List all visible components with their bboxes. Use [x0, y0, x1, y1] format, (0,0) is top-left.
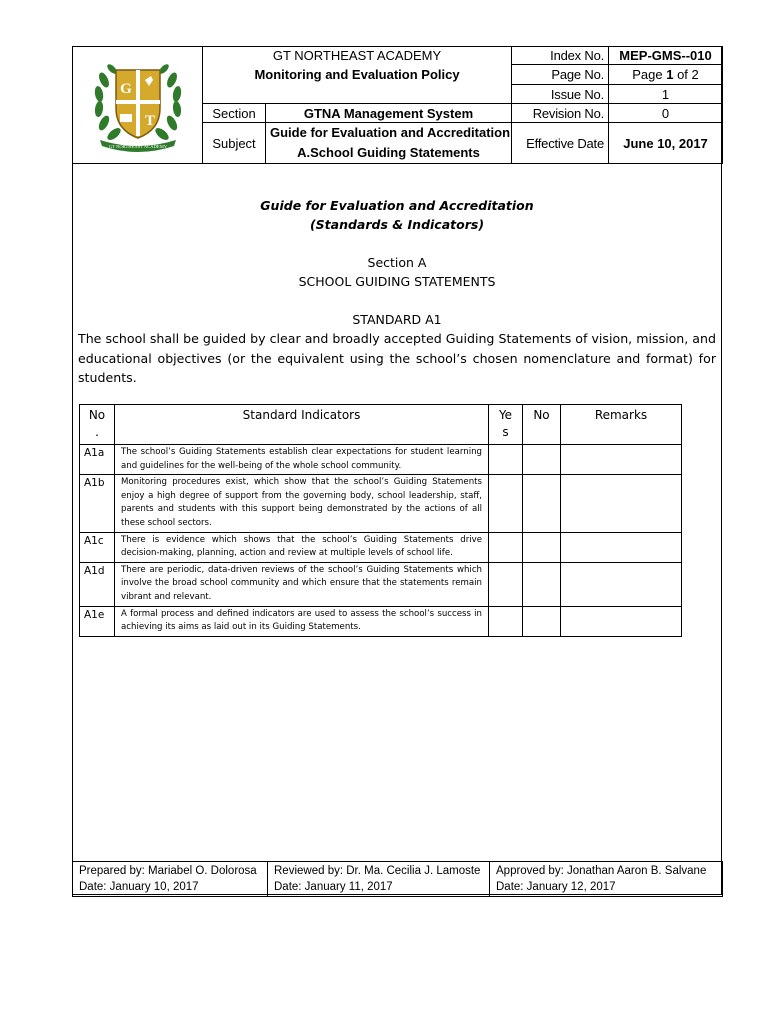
- header-remarks: Remarks: [561, 405, 682, 445]
- row-code: A1b: [80, 475, 115, 532]
- table-row: [80, 562, 682, 606]
- yes-cell[interactable]: [489, 606, 523, 636]
- yes-cell[interactable]: [489, 475, 523, 532]
- section-line-2: SCHOOL GUIDING STATEMENTS: [298, 274, 496, 289]
- row-indicator: There is evidence which shows that the school’s Guiding Statements drive decision-making, planning, action and review at multiple levels of school life.: [115, 532, 489, 562]
- row-code: A1d: [80, 562, 115, 606]
- section-label: Section: [203, 104, 266, 123]
- row-indicator: The school’s Guiding Statements establish clear expectations for student learning and guidelines for the well-being of the whole school community.: [115, 445, 489, 475]
- prepared-by: Prepared by: Mariabel O. Dolorosa: [79, 865, 257, 877]
- index-label: Index No.: [512, 47, 609, 65]
- row-code: A1a: [80, 445, 115, 475]
- revision-value: 0: [609, 104, 723, 123]
- row-indicator: Monitoring procedures exist, which show that the school’s Guiding Statements enjoy a high degree of support from the governing body, school leadership, staff, parents and students with this support being demonstrated by the actions of all these school sectors.: [115, 475, 489, 532]
- row-indicator: There are periodic, data-driven reviews of the school’s Guiding Statements which involve the broad school community and which ensure that the statements remain vibrant and relevant.: [115, 562, 489, 606]
- school-logo: [90, 56, 186, 152]
- yes-cell[interactable]: [489, 532, 523, 562]
- guide-title: [78, 196, 716, 234]
- guide-title-line-1: Guide for Evaluation and Accreditation: [260, 198, 534, 213]
- policy-title: Monitoring and Evaluation Policy: [203, 65, 512, 104]
- subject-line-1: Guide for Evaluation and Accreditation: [270, 125, 511, 140]
- no-cell[interactable]: [523, 475, 561, 532]
- approval-footer: [72, 861, 723, 897]
- page-current: 1: [666, 67, 674, 82]
- index-value: MEP-GMS--010: [609, 47, 723, 65]
- table-row: [80, 606, 682, 636]
- section-line-1: Section A: [367, 255, 427, 270]
- prepared-by-cell: [73, 862, 268, 897]
- subject-label: Subject: [203, 123, 266, 164]
- remarks-cell[interactable]: [561, 475, 682, 532]
- header-no: No .: [80, 405, 115, 445]
- table-row: [80, 475, 682, 532]
- logo-letter-t: T: [144, 112, 155, 129]
- remarks-cell[interactable]: [561, 562, 682, 606]
- standard-text: The school shall be guided by clear and broadly accepted Guiding Statements of vision, mission, and educational objectives (or the equivalent using the school’s chosen nomenclature and format) for students.: [78, 331, 716, 385]
- table-row: [80, 445, 682, 475]
- page-prefix: Page: [632, 67, 667, 82]
- section-value: GTNA Management System: [266, 104, 512, 123]
- issue-label: Issue No.: [512, 85, 609, 104]
- remarks-cell[interactable]: [561, 606, 682, 636]
- row-code: A1e: [80, 606, 115, 636]
- approved-date: Date: January 12, 2017: [496, 881, 616, 893]
- school-name: GT NORTHEAST ACADEMY: [203, 47, 512, 65]
- no-cell[interactable]: [523, 445, 561, 475]
- remarks-cell[interactable]: [561, 445, 682, 475]
- page-suffix: of 2: [673, 67, 699, 82]
- page-label: Page No.: [512, 65, 609, 85]
- remarks-cell[interactable]: [561, 532, 682, 562]
- row-code: A1c: [80, 532, 115, 562]
- indicators-header-row: [80, 405, 682, 445]
- no-cell[interactable]: [523, 532, 561, 562]
- reviewed-by: Reviewed by: Dr. Ma. Cecilia J. Lamoste: [274, 865, 481, 877]
- page-value: [609, 65, 723, 85]
- reviewed-date: Date: January 11, 2017: [274, 881, 393, 893]
- document-body: [78, 196, 716, 388]
- yes-cell[interactable]: [489, 562, 523, 606]
- section-heading: [78, 253, 716, 291]
- revision-label: Revision No.: [512, 104, 609, 123]
- approved-by-cell: [490, 862, 723, 897]
- subject-value: [266, 123, 512, 164]
- subject-line-2: A.School Guiding Statements: [297, 145, 480, 160]
- indicators-table: [79, 404, 682, 637]
- guide-title-line-2: (Standards & Indicators): [309, 217, 485, 232]
- school-logo-cell: [73, 47, 203, 164]
- reviewed-by-cell: [268, 862, 490, 897]
- table-row: [80, 532, 682, 562]
- standard-heading: STANDARD A1: [352, 312, 442, 327]
- effective-label: Effective Date: [512, 123, 609, 164]
- approved-by: Approved by: Jonathan Aaron B. Salvane: [496, 865, 707, 877]
- prepared-date: Date: January 10, 2017: [79, 881, 199, 893]
- document-header: [72, 46, 723, 164]
- yes-cell[interactable]: [489, 445, 523, 475]
- header-standard-indicators: Standard Indicators: [115, 405, 489, 445]
- logo-banner-text: GT NORTHEAST ACADEMY: [108, 143, 167, 149]
- no-cell[interactable]: [523, 606, 561, 636]
- header-yes: Ye s: [489, 405, 523, 445]
- issue-value: 1: [609, 85, 723, 104]
- no-cell[interactable]: [523, 562, 561, 606]
- header-no-col: No: [523, 405, 561, 445]
- row-indicator: A formal process and defined indicators are used to assess the school’s success in achieving its aims as laid out in its Guiding Statements.: [115, 606, 489, 636]
- effective-value: June 10, 2017: [609, 123, 723, 164]
- logo-letter-g: G: [119, 80, 132, 97]
